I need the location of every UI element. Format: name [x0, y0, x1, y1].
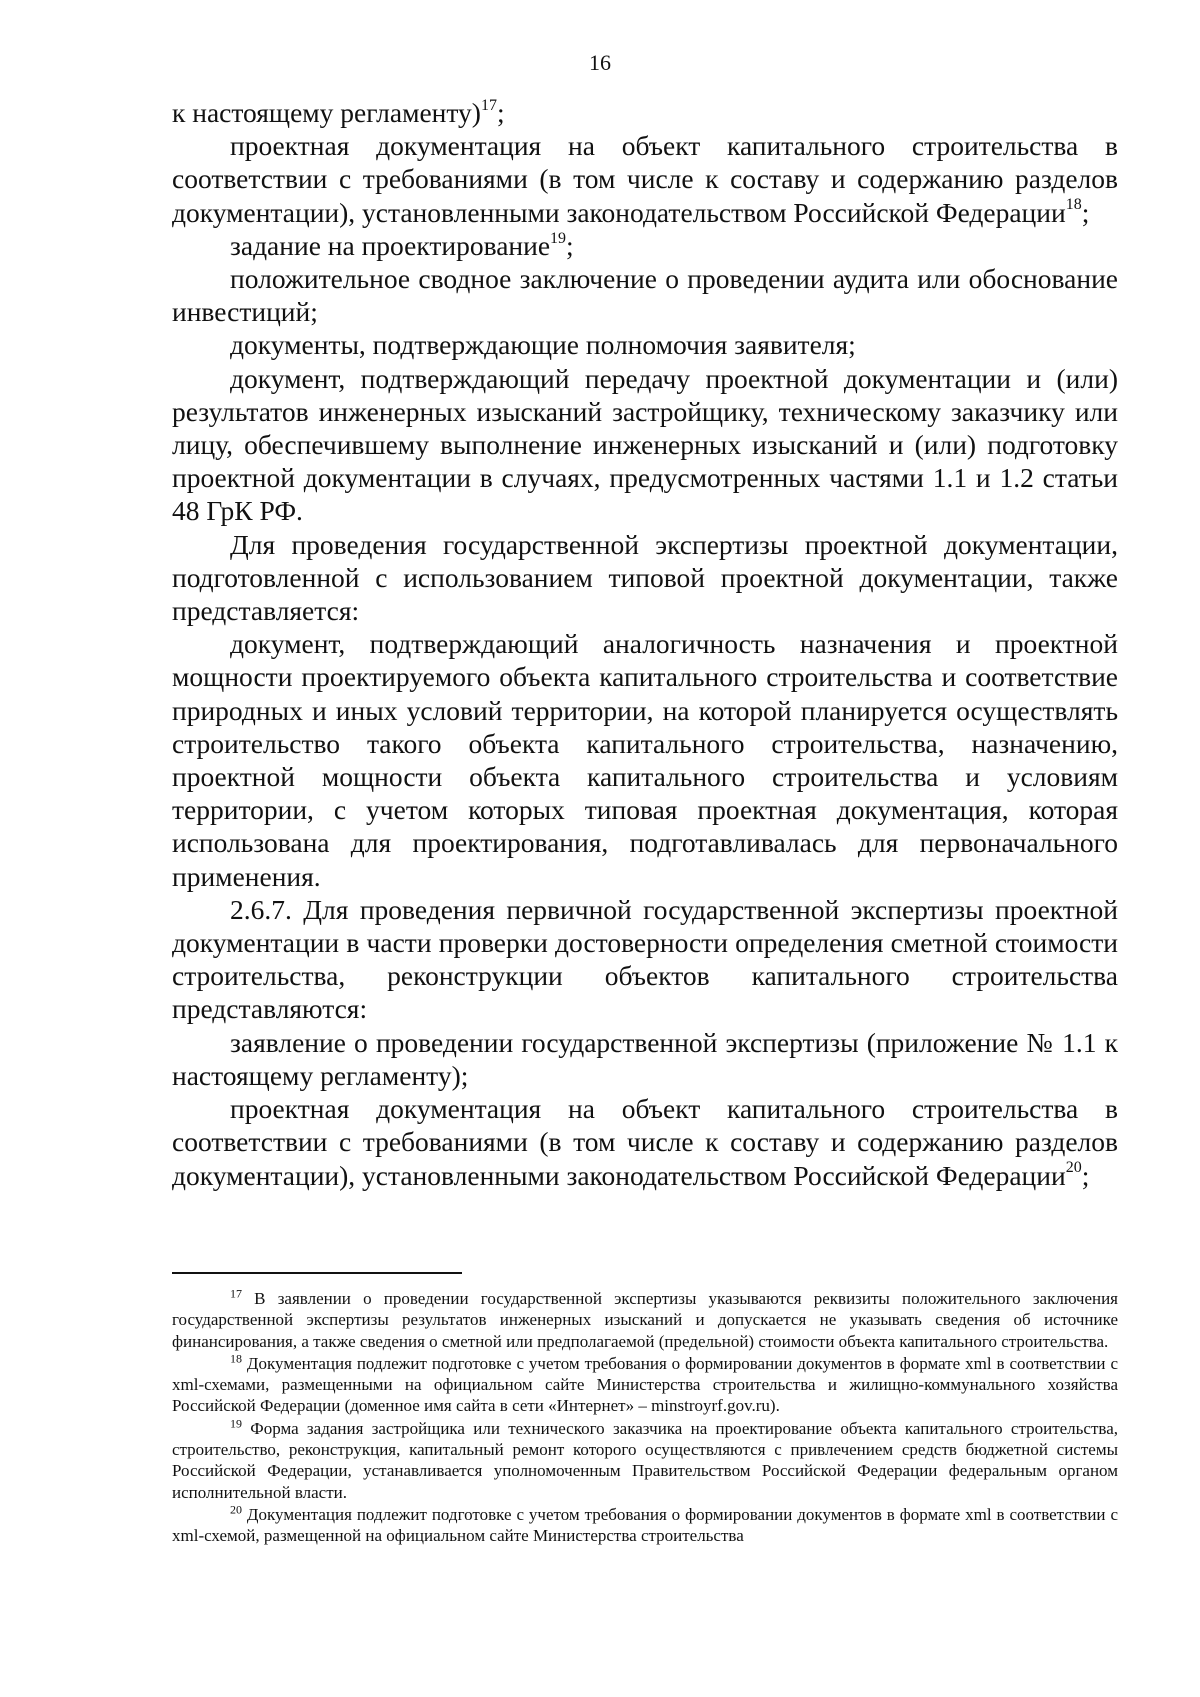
- paragraph: документ, подтверждающий передачу проектной документации и (или) результатов инженерных изысканий застройщику, техническому заказчику или лицу, обеспечившему выполнение инженерных изысканий и (или) подготовку проектной документации в случаях, предусмотренных частями 1.1 и 1.2 статьи 48 ГрК РФ.: [172, 362, 1118, 527]
- paragraph: заявление о проведении государственной экспертизы (приложение № 1.1 к настоящему регламенту);: [172, 1026, 1118, 1091]
- page-number: 16: [589, 50, 611, 75]
- body-text: [172, 96, 1118, 1192]
- footnote: $^{19}$ Форма задания застройщика или технического заказчика на проектирование объекта капитального строительства, строительство, реконструкция, капитальный ремонт которого осуществляются с привлечением средств бюджетной системы Российской Федерации, устанавливается уполномоченным Правительством Российской Федерации федеральным органом исполнительной власти.: [172, 1416, 1118, 1502]
- paragraph: к настоящему регламенту)$^{17}$;: [172, 96, 505, 128]
- footnote-separator: [172, 1272, 462, 1274]
- footnote: $^{17}$ В заявлении о проведении государственной экспертизы указываются реквизиты положительного заключения государственной экспертизы результатов инженерных изысканий и допускается не указывать сведения об источнике финансирования, а также сведения о сметной или предполагаемой (предельной) стоимости объекта капитального строительства.: [172, 1286, 1118, 1351]
- paragraph: Для проведения государственной экспертизы проектной документации, подготовленной с использованием типовой проектной документации, также представляется:: [172, 528, 1118, 627]
- paragraph: документ, подтверждающий аналогичность назначения и проектной мощности проектируемого объекта капитального строительства и соответствие природных и иных условий территории, на которой планируется осуществлять строительство такого объекта капитального строительства, назначению, проектной мощности объекта капитального строительства и условиям территории, с учетом которых типовая проектная документация, которая использована для проектирования, подготавливалась для первоначального применения.: [172, 628, 1118, 892]
- footnotes: [172, 1288, 1118, 1547]
- footnote-number: 18: [230, 1351, 242, 1366]
- paragraph: проектная документация на объект капитального строительства в соответствии с требованиями (в том числе к составу и содержанию разделов документации), установленными законодательством Российской Федерации$^{18}$;: [172, 130, 1118, 228]
- footnote-number: 17: [230, 1286, 242, 1301]
- footnote: $^{20}$ Документация подлежит подготовке с учетом требования о формировании документов в формате xml в соответствии с xml-схемой, размещенной на официальном сайте Министерства строительства: [172, 1502, 1118, 1546]
- footnote-ref: 17: [480, 96, 497, 114]
- paragraph: проектная документация на объект капитального строительства в соответствии с требованиями (в том числе к составу и содержанию разделов документации), установленными законодательством Российской Федерации$^{20}$;: [172, 1093, 1118, 1191]
- section-paragraph: 2.6.7. Для проведения первичной государственной экспертизы проектной документации в части проверки достоверности определения сметной стоимости строительства, реконструкции объектов капитального строительства представляются:: [172, 893, 1118, 1025]
- paragraph: положительное сводное заключение о проведении аудита или обоснование инвестиций;: [172, 263, 1118, 328]
- footnote-ref: 18: [1065, 196, 1082, 214]
- paragraph: документы, подтверждающие полномочия заявителя;: [230, 329, 856, 361]
- footnote-number: 19: [230, 1416, 242, 1431]
- footnote: $^{18}$ Документация подлежит подготовке с учетом требования о формировании документов в формате xml в соответствии с xml-схемами, размещенными на официальном сайте Министерства строительства и жилищно-коммунального хозяйства Российской Федерации (доменное имя сайта в сети «Интернет» – minstroyrf.gov.ru).: [172, 1351, 1118, 1416]
- footnote-ref: 19: [550, 229, 567, 247]
- paragraph: задание на проектирование$^{19}$;: [230, 229, 574, 261]
- footnote-ref: 20: [1065, 1159, 1082, 1177]
- footnote-number: 20: [230, 1502, 242, 1517]
